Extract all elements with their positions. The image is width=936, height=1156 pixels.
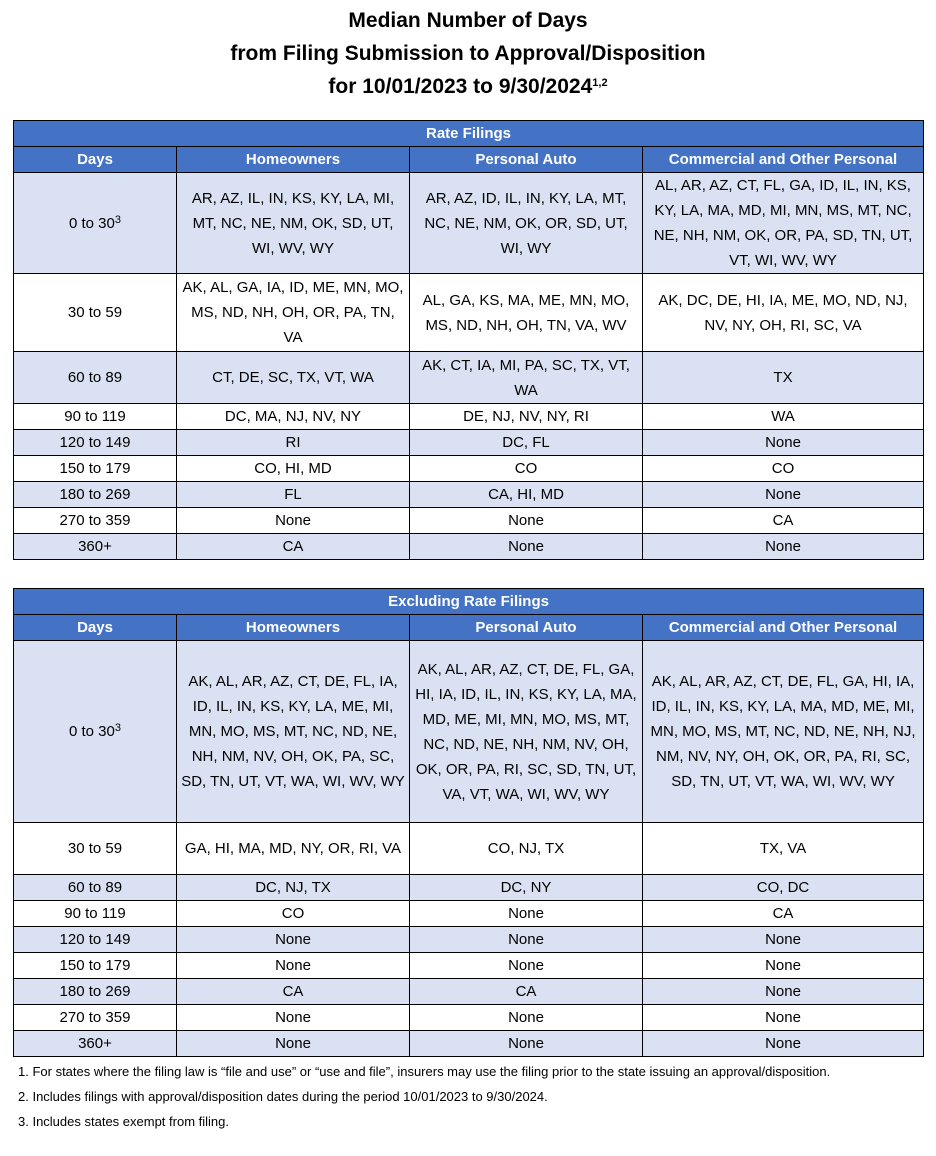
commercial-cell: CA bbox=[643, 508, 924, 534]
table-row bbox=[14, 274, 924, 352]
personal-auto-cell: None bbox=[410, 953, 643, 979]
personal-auto-cell: None bbox=[410, 1005, 643, 1031]
days-cell: 120 to 149 bbox=[14, 430, 177, 456]
days-cell: 60 to 89 bbox=[14, 352, 177, 404]
homeowners-cell: AK, AL, GA, IA, ID, ME, MN, MO, MS, ND, NH, OH, OR, PA, TN, VA bbox=[177, 274, 410, 352]
table-row bbox=[14, 927, 924, 953]
table-row bbox=[14, 173, 924, 274]
homeowners-cell: CA bbox=[177, 534, 410, 560]
homeowners-cell: DC, NJ, TX bbox=[177, 875, 410, 901]
table-row bbox=[14, 953, 924, 979]
footnote-3: 3. Includes states exempt from filing. bbox=[18, 1114, 229, 1129]
commercial-cell: None bbox=[643, 953, 924, 979]
table-row bbox=[14, 641, 924, 823]
homeowners-cell: None bbox=[177, 1005, 410, 1031]
homeowners-cell: CA bbox=[177, 979, 410, 1005]
homeowners-cell: None bbox=[177, 927, 410, 953]
homeowners-cell: None bbox=[177, 1031, 410, 1057]
table-row bbox=[14, 456, 924, 482]
table-row bbox=[14, 352, 924, 404]
commercial-cell: None bbox=[643, 1031, 924, 1057]
table-row bbox=[14, 534, 924, 560]
table-row bbox=[14, 979, 924, 1005]
commercial-cell: CA bbox=[643, 901, 924, 927]
days-cell: 360+ bbox=[14, 534, 177, 560]
homeowners-cell: CO, HI, MD bbox=[177, 456, 410, 482]
footnotes bbox=[18, 1063, 898, 1138]
days-cell: 30 to 59 bbox=[14, 274, 177, 352]
days-cell: 120 to 149 bbox=[14, 927, 177, 953]
homeowners-cell: FL bbox=[177, 482, 410, 508]
personal-auto-cell: DE, NJ, NV, NY, RI bbox=[410, 404, 643, 430]
homeowners-cell: DC, MA, NJ, NV, NY bbox=[177, 404, 410, 430]
table-row bbox=[14, 1031, 924, 1057]
days-cell: 180 to 269 bbox=[14, 979, 177, 1005]
days-cell: 270 to 359 bbox=[14, 1005, 177, 1031]
col-header-days: Days bbox=[14, 615, 177, 641]
personal-auto-cell: DC, FL bbox=[410, 430, 643, 456]
days-cell: 90 to 119 bbox=[14, 404, 177, 430]
personal-auto-cell: None bbox=[410, 1031, 643, 1057]
title-line-3: for 10/01/2023 to 9/30/2024$^{1,2}$ bbox=[328, 75, 608, 98]
days-cell: 0 to $30^3$ bbox=[14, 173, 177, 274]
personal-auto-cell: None bbox=[410, 534, 643, 560]
personal-auto-cell: AK, AL, AR, AZ, CT, DE, FL, GA, HI, IA, ID, IL, IN, KS, KY, LA, MA, MD, ME, MI, MN, MO, MS, MT, NC, ND, NE, NH, NM, NV, OH, OK, OR, PA, RI, SC, SD, TN, UT, VA, VT, WA, WI, WV, WY bbox=[410, 641, 643, 823]
commercial-cell: CO, DC bbox=[643, 875, 924, 901]
personal-auto-cell: CO, NJ, TX bbox=[410, 823, 643, 875]
col-header-days: Days bbox=[14, 147, 177, 173]
title-line-2: from Filing Submission to Approval/Disposition bbox=[230, 42, 706, 65]
table-row bbox=[14, 901, 924, 927]
excluding-rate-filings-table bbox=[13, 588, 924, 1057]
commercial-cell: None bbox=[643, 534, 924, 560]
rate-filings-table bbox=[13, 120, 924, 560]
days-cell: 150 to 179 bbox=[14, 456, 177, 482]
footnote-1: 1. For states where the filing law is “file and use” or “use and file”, insurers may use the filing prior to the state issuing an approval/disposition. bbox=[18, 1064, 831, 1079]
table-row bbox=[14, 875, 924, 901]
commercial-cell: None bbox=[643, 430, 924, 456]
personal-auto-cell: CA bbox=[410, 979, 643, 1005]
days-cell: 360+ bbox=[14, 1031, 177, 1057]
commercial-cell: AK, DC, DE, HI, IA, ME, MO, ND, NJ, NV, NY, OH, RI, SC, VA bbox=[643, 274, 924, 352]
page-title bbox=[0, 4, 936, 103]
homeowners-cell: AK, AL, AR, AZ, CT, DE, FL, IA, ID, IL, IN, KS, KY, LA, ME, MI, MN, MO, MS, MT, NC, ND, NE, NH, NM, NV, OH, OK, PA, SC, SD, TN, UT, VT, WA, WI, WV, WY bbox=[177, 641, 410, 823]
commercial-cell: AL, AR, AZ, CT, FL, GA, ID, IL, IN, KS, KY, LA, MA, MD, MI, MN, MS, MT, NC, NE, NH, NM, OK, OR, PA, SD, TN, UT, VT, WI, WV, WY bbox=[643, 173, 924, 274]
days-cell: 0 to $30^3$ bbox=[14, 641, 177, 823]
col-header-personal-auto: Personal Auto bbox=[410, 147, 643, 173]
personal-auto-cell: CA, HI, MD bbox=[410, 482, 643, 508]
homeowners-cell: AR, AZ, IL, IN, KS, KY, LA, MI, MT, NC, NE, NM, OK, SD, UT, WI, WV, WY bbox=[177, 173, 410, 274]
commercial-cell: TX, VA bbox=[643, 823, 924, 875]
homeowners-cell: None bbox=[177, 953, 410, 979]
homeowners-cell: RI bbox=[177, 430, 410, 456]
personal-auto-cell: None bbox=[410, 508, 643, 534]
personal-auto-cell: None bbox=[410, 901, 643, 927]
commercial-cell: WA bbox=[643, 404, 924, 430]
table-row bbox=[14, 1005, 924, 1031]
table-row bbox=[14, 430, 924, 456]
table-row bbox=[14, 404, 924, 430]
footnote-2: 2. Includes filings with approval/disposition dates during the period 10/01/2023 to 9/30/2024. bbox=[18, 1089, 548, 1104]
commercial-cell: TX bbox=[643, 352, 924, 404]
commercial-cell: None bbox=[643, 979, 924, 1005]
personal-auto-cell: None bbox=[410, 927, 643, 953]
personal-auto-cell: DC, NY bbox=[410, 875, 643, 901]
table-band-title: Excluding Rate Filings bbox=[14, 589, 924, 615]
days-cell: 60 to 89 bbox=[14, 875, 177, 901]
commercial-cell: None bbox=[643, 1005, 924, 1031]
days-cell: 150 to 179 bbox=[14, 953, 177, 979]
days-cell: 180 to 269 bbox=[14, 482, 177, 508]
commercial-cell: CO bbox=[643, 456, 924, 482]
table-row bbox=[14, 508, 924, 534]
days-cell: 30 to 59 bbox=[14, 823, 177, 875]
homeowners-cell: GA, HI, MA, MD, NY, OR, RI, VA bbox=[177, 823, 410, 875]
table-band-title: Rate Filings bbox=[14, 121, 924, 147]
days-cell: 270 to 359 bbox=[14, 508, 177, 534]
col-header-homeowners: Homeowners bbox=[177, 615, 410, 641]
personal-auto-cell: AL, GA, KS, MA, ME, MN, MO, MS, ND, NH, OH, TN, VA, WV bbox=[410, 274, 643, 352]
homeowners-cell: CO bbox=[177, 901, 410, 927]
days-cell: 90 to 119 bbox=[14, 901, 177, 927]
table-row bbox=[14, 823, 924, 875]
col-header-commercial: Commercial and Other Personal bbox=[643, 615, 924, 641]
table-row bbox=[14, 482, 924, 508]
personal-auto-cell: AR, AZ, ID, IL, IN, KY, LA, MT, NC, NE, NM, OK, OR, SD, UT, WI, WY bbox=[410, 173, 643, 274]
commercial-cell: AK, AL, AR, AZ, CT, DE, FL, GA, HI, IA, ID, IL, IN, KS, KY, LA, MA, MD, ME, MI, MN, MO, MS, MT, NC, ND, NE, NH, NJ, NM, NV, NY, OH, OK, OR, PA, RI, SC, SD, TN, UT, VT, WA, WI, WV, WY bbox=[643, 641, 924, 823]
personal-auto-cell: AK, CT, IA, MI, PA, SC, TX, VT, WA bbox=[410, 352, 643, 404]
col-header-commercial: Commercial and Other Personal bbox=[643, 147, 924, 173]
commercial-cell: None bbox=[643, 927, 924, 953]
col-header-homeowners: Homeowners bbox=[177, 147, 410, 173]
commercial-cell: None bbox=[643, 482, 924, 508]
personal-auto-cell: CO bbox=[410, 456, 643, 482]
col-header-personal-auto: Personal Auto bbox=[410, 615, 643, 641]
title-line-1: Median Number of Days bbox=[348, 9, 588, 32]
homeowners-cell: None bbox=[177, 508, 410, 534]
homeowners-cell: CT, DE, SC, TX, VT, WA bbox=[177, 352, 410, 404]
